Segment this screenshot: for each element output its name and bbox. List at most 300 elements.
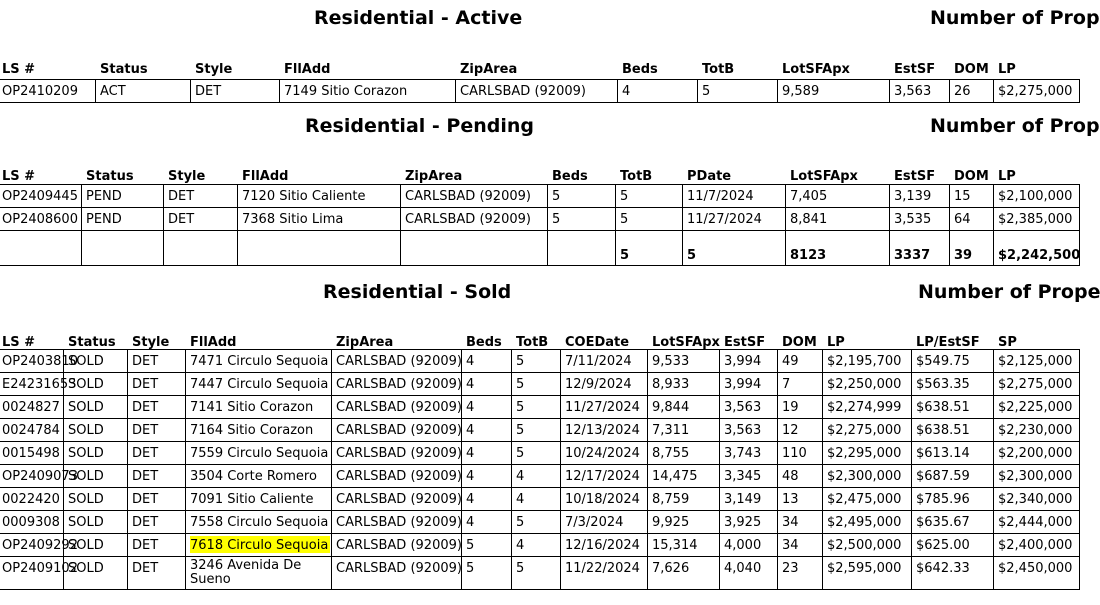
sold-cell-text: $549.75 (916, 354, 970, 369)
sold-cell (512, 419, 561, 441)
pending-cell-text: 11/7/2024 (687, 189, 754, 204)
sold-table-row (0, 419, 1080, 442)
pending-cell-text: OP2409445 (2, 189, 78, 204)
sold-cell-text: SOLD (68, 446, 104, 461)
sold-cell (0, 488, 64, 510)
sold-cell-text: 8,755 (652, 446, 690, 461)
sold-cell-text: 9,925 (652, 515, 690, 530)
sold-cell-text: $2,125,000 (998, 354, 1073, 369)
sold-cell-text: $2,475,000 (827, 492, 902, 507)
sold-cell (778, 557, 823, 589)
sold-cell (128, 373, 186, 395)
active-header-cell: EstSF (894, 62, 936, 77)
sold-cell-text: 4 (466, 469, 475, 484)
active-header-cell: Beds (622, 62, 658, 77)
sold-cell (186, 511, 332, 533)
sold-cell-text: 12 (782, 423, 799, 438)
sold-cell (512, 488, 561, 510)
sold-cell (720, 373, 778, 395)
sold-cell-text: $625.00 (916, 538, 970, 553)
sold-cell (462, 511, 512, 533)
sold-cell-text: 5 (516, 423, 525, 438)
sold-cell-text: SOLD (68, 469, 104, 484)
sold-cell (561, 419, 648, 441)
sold-cell (186, 557, 332, 589)
active-header-cell: LS # (2, 62, 36, 77)
pending-cell-text: $2,385,000 (998, 212, 1073, 227)
sold-cell (64, 350, 128, 372)
sold-cell-text: 5 (516, 377, 525, 392)
sold-cell (778, 465, 823, 487)
sold-cell-text: $2,400,000 (998, 538, 1073, 553)
sold-cell (823, 442, 912, 464)
active-cell (890, 80, 950, 102)
sold-cell-text: 8,933 (652, 377, 690, 392)
pending-cell-text: 5 (620, 212, 629, 227)
pending-average-value: 5 (687, 248, 697, 263)
pending-cell-text: 3,535 (894, 212, 932, 227)
sold-cell-text: 12/16/2024 (565, 538, 640, 553)
sold-cell-text: CARLSBAD (92009) (336, 492, 462, 507)
sold-cell (778, 511, 823, 533)
sold-cell (332, 373, 462, 395)
sold-cell-text: 13 (782, 492, 799, 507)
sold-cell (994, 442, 1080, 464)
sold-table-row (0, 465, 1080, 488)
sold-cell-text: 34 (782, 538, 799, 553)
sold-cell-text: 10/18/2024 (565, 492, 640, 507)
sold-cell-text: 0024827 (2, 400, 60, 415)
sold-cell (720, 419, 778, 441)
sold-cell (561, 511, 648, 533)
sold-cell-text: OP2409073 (2, 469, 78, 484)
active-cell (456, 80, 618, 102)
pending-cell-text: CARLSBAD (92009) (405, 212, 531, 227)
sold-cell (512, 557, 561, 589)
sold-cell-text: DET (132, 561, 159, 576)
sold-cell (186, 465, 332, 487)
sold-cell-text: 14,475 (652, 469, 698, 484)
sold-cell (823, 488, 912, 510)
pending-cell (994, 185, 1080, 207)
pending-cell-text: OP2408600 (2, 212, 78, 227)
sold-cell-text: SOLD (68, 492, 104, 507)
pending-cell (786, 208, 890, 230)
sold-cell-text: OP2409292 (2, 538, 78, 553)
sold-cell-text: 3,345 (724, 469, 762, 484)
sold-cell-text: $2,274,999 (827, 400, 902, 415)
sold-cell (823, 419, 912, 441)
pending-header-cell: LotSFApx (790, 169, 858, 184)
sold-cell-text: 0009308 (2, 515, 60, 530)
pending-table-row (0, 208, 1080, 231)
sold-cell-text: $2,250,000 (827, 377, 902, 392)
sold-cell-text: 3,563 (724, 423, 762, 438)
sold-cell (720, 557, 778, 589)
active-header-cell: TotB (702, 62, 735, 77)
sold-cell (64, 442, 128, 464)
active-header-cell: Style (195, 62, 233, 77)
sold-cell-text: DET (132, 469, 159, 484)
sold-cell-text: SOLD (68, 377, 104, 392)
sold-cell-text: 5 (466, 561, 475, 576)
active-cell-text: CARLSBAD (92009) (460, 84, 586, 99)
sold-cell (128, 419, 186, 441)
active-cell-text: DET (195, 84, 222, 99)
sold-cell-text: $2,450,000 (998, 561, 1073, 576)
pending-averages-cell (890, 231, 950, 265)
sold-cell-text: $2,225,000 (998, 400, 1073, 415)
sold-cell-text: 7559 Circulo Sequoia (190, 446, 329, 461)
active-cell-text: 26 (954, 84, 971, 99)
sold-cell (186, 442, 332, 464)
sold-cell-text: 9,533 (652, 354, 690, 369)
pending-cell (82, 185, 164, 207)
pending-cell-text: 5 (552, 189, 561, 204)
sold-cell-text: 34 (782, 515, 799, 530)
sold-cell-text: 5 (516, 446, 525, 461)
sold-cell (823, 557, 912, 589)
sold-cell (648, 534, 720, 556)
sold-cell (0, 419, 64, 441)
pending-cell (0, 185, 82, 207)
pending-cell-text: 64 (954, 212, 971, 227)
sold-cell (462, 465, 512, 487)
sold-cell (823, 373, 912, 395)
sold-cell (462, 442, 512, 464)
sold-cell-text: 0022420 (2, 492, 60, 507)
pending-table-row (0, 185, 1080, 208)
sold-cell-text: $642.33 (916, 561, 970, 576)
sold-cell (561, 373, 648, 395)
pending-averages-cell (616, 231, 683, 265)
sold-cell-text: $2,275,000 (827, 423, 902, 438)
pending-cell-text: PEND (86, 212, 122, 227)
sold-cell (462, 557, 512, 589)
pending-average-value: 8123 (790, 248, 827, 263)
sold-section-title: Residential - Sold (323, 281, 512, 303)
sold-cell-text: 11/22/2024 (565, 561, 640, 576)
sold-cell (64, 557, 128, 589)
active-cell-text: ACT (100, 84, 126, 99)
sold-cell-text: SOLD (68, 354, 104, 369)
pending-cell-text: 7368 Sitio Lima (242, 212, 344, 227)
pending-cell (401, 185, 548, 207)
sold-cell (778, 442, 823, 464)
pending-cell-text: 15 (954, 189, 971, 204)
sold-header-cell: LP/EstSF (916, 335, 980, 350)
sold-cell-text: 7558 Circulo Sequoia (190, 515, 329, 530)
pending-cell (683, 185, 786, 207)
active-cell-text: 3,563 (894, 84, 932, 99)
sold-cell (64, 396, 128, 418)
sold-cell (720, 465, 778, 487)
sold-cell (994, 396, 1080, 418)
sold-cell-text: $2,300,000 (827, 469, 902, 484)
pending-header-cell: LS # (2, 169, 36, 184)
sold-cell-text: $638.51 (916, 400, 970, 415)
sold-cell (561, 488, 648, 510)
active-header-cell: LotSFApx (782, 62, 850, 77)
sold-cell (128, 557, 186, 589)
sold-cell (128, 511, 186, 533)
sold-cell (0, 396, 64, 418)
pending-averages-cell (0, 231, 82, 265)
sold-cell-text: 3,994 (724, 377, 762, 392)
sold-cell (648, 511, 720, 533)
pending-averages-cell (950, 231, 994, 265)
active-header-row (0, 60, 1080, 80)
sold-cell-text: SOLD (68, 561, 104, 576)
sold-cell-text: $638.51 (916, 423, 970, 438)
sold-cell (561, 442, 648, 464)
sold-cell (512, 350, 561, 372)
sold-cell-text: 4 (466, 423, 475, 438)
sold-cell (561, 557, 648, 589)
sold-cell (648, 442, 720, 464)
sold-cell-text: 23 (782, 561, 799, 576)
sold-cell (512, 511, 561, 533)
pending-cell (890, 208, 950, 230)
sold-cell (186, 488, 332, 510)
pending-average-value: $2,242,500 (998, 248, 1081, 263)
sold-cell-text: 12/9/2024 (565, 377, 632, 392)
sold-cell-text: 7/3/2024 (565, 515, 624, 530)
pending-cell (616, 185, 683, 207)
sold-header-cell: LotSFApx (652, 335, 720, 350)
pending-cell (401, 208, 548, 230)
sold-cell-text: $2,495,000 (827, 515, 902, 530)
sold-cell-text: 11/27/2024 (565, 400, 640, 415)
sold-cell (994, 465, 1080, 487)
sold-cell-text: CARLSBAD (92009) (336, 354, 462, 369)
sold-cell-text: $2,195,700 (827, 354, 902, 369)
sold-cell-text: CARLSBAD (92009) (336, 469, 462, 484)
sold-cell (912, 511, 994, 533)
sold-cell-text: $2,275,000 (998, 377, 1073, 392)
pending-cell-text: 7120 Sitio Caliente (242, 189, 366, 204)
sold-cell-text: 12/17/2024 (565, 469, 640, 484)
sold-table-row (0, 442, 1080, 465)
pending-cell-text: 7,405 (790, 189, 828, 204)
sold-cell (778, 488, 823, 510)
sold-cell-text: $635.67 (916, 515, 970, 530)
active-cell (0, 80, 96, 102)
sold-cell-text: 4 (466, 515, 475, 530)
sold-cell-text: OP2403810 (2, 354, 78, 369)
sold-cell (778, 396, 823, 418)
sold-cell (648, 419, 720, 441)
sold-cell (823, 396, 912, 418)
sold-cell (778, 419, 823, 441)
active-section-title: Residential - Active (314, 7, 523, 29)
sold-cell-text: $2,500,000 (827, 538, 902, 553)
sold-cell (912, 373, 994, 395)
sold-cell (994, 419, 1080, 441)
sold-cell-text: 49 (782, 354, 799, 369)
sold-cell-text: DET (132, 538, 159, 553)
sold-cell-text: $2,340,000 (998, 492, 1073, 507)
sold-table-row (0, 488, 1080, 511)
pending-cell-text: 11/27/2024 (687, 212, 762, 227)
active-header-cell: ZipArea (460, 62, 518, 77)
sold-cell-text: $2,444,000 (998, 515, 1073, 530)
sold-cell (912, 350, 994, 372)
active-header-cell: LP (998, 62, 1016, 77)
pending-section-title: Residential - Pending (305, 115, 534, 137)
pending-header-cell: PDate (687, 169, 732, 184)
pending-cell (164, 185, 238, 207)
active-cell-text: 5 (702, 84, 711, 99)
sold-cell-text: $785.96 (916, 492, 970, 507)
sold-cell-text: 3,994 (724, 354, 762, 369)
pending-cell-text: $2,100,000 (998, 189, 1073, 204)
sold-cell (0, 465, 78, 487)
sold-cell-text: 7141 Sitio Corazon (190, 400, 314, 415)
pending-header-cell: TotB (620, 169, 653, 184)
pending-cell (683, 208, 786, 230)
sold-cell-text: 7471 Circulo Sequoia (190, 354, 329, 369)
sold-cell (186, 373, 332, 395)
sold-cell-text: $613.14 (916, 446, 970, 461)
sold-cell-text: 5 (516, 354, 525, 369)
sold-cell-text: 3246 Avenida De Sueno (190, 558, 302, 587)
pending-averages-cell (683, 231, 786, 265)
sold-cell-text: 4 (466, 354, 475, 369)
sold-cell-text: 7,626 (652, 561, 690, 576)
sold-cell (128, 442, 186, 464)
sold-header-cell: TotB (516, 335, 549, 350)
active-cell (280, 80, 456, 102)
sold-cell (0, 350, 78, 372)
pending-header-cell: FllAdd (242, 169, 289, 184)
sold-cell-text: DET (132, 492, 159, 507)
sold-cell (994, 350, 1080, 372)
pending-cell (548, 208, 616, 230)
sold-cell (561, 350, 648, 372)
sold-cell-text: 5 (516, 400, 525, 415)
sold-cell-text: $2,295,000 (827, 446, 902, 461)
pending-averages-cell (238, 231, 401, 265)
sold-header-cell: Beds (466, 335, 502, 350)
active-count-label: Number of Prop (930, 7, 1100, 29)
sold-cell (720, 534, 778, 556)
sold-cell (128, 350, 186, 372)
sold-cell (128, 465, 186, 487)
sold-cell (186, 534, 332, 556)
pending-averages-row (0, 231, 1080, 266)
sold-cell-text: $2,300,000 (998, 469, 1073, 484)
pending-cell (994, 208, 1080, 230)
sold-cell-text: 5 (466, 538, 475, 553)
sold-cell-text: 5 (516, 515, 525, 530)
sold-cell (912, 442, 994, 464)
sold-cell (332, 350, 462, 372)
sold-cell (912, 465, 994, 487)
sold-cell (128, 534, 186, 556)
sold-cell (332, 488, 462, 510)
sold-cell (912, 396, 994, 418)
pending-header-cell: Beds (552, 169, 588, 184)
sold-cell (64, 419, 128, 441)
sold-cell (823, 350, 912, 372)
sold-cell (823, 465, 912, 487)
sold-cell (512, 442, 561, 464)
pending-cell-text: 5 (552, 212, 561, 227)
sold-cell-text: CARLSBAD (92009) (336, 446, 462, 461)
sold-cell-text: SOLD (68, 515, 104, 530)
sold-header-cell: Status (68, 335, 116, 350)
sold-cell-text: CARLSBAD (92009) (336, 400, 462, 415)
sold-cell-text: 110 (782, 446, 807, 461)
active-cell-text: 7149 Sitio Corazon (284, 84, 408, 99)
pending-header-row (0, 167, 1080, 185)
pending-average-value: 3337 (894, 248, 931, 263)
sold-cell-text: 48 (782, 469, 799, 484)
sold-cell-text: CARLSBAD (92009) (336, 515, 462, 530)
pending-cell-text: PEND (86, 189, 122, 204)
sold-table-row (0, 396, 1080, 419)
active-table-row (0, 80, 1080, 103)
sold-cell (462, 373, 512, 395)
sold-cell (462, 396, 512, 418)
sold-cell (648, 488, 720, 510)
sold-cell (512, 534, 561, 556)
sold-cell-text: 3,149 (724, 492, 762, 507)
pending-cell (238, 208, 401, 230)
sold-cell (648, 557, 720, 589)
pending-cell-text: 3,139 (894, 189, 932, 204)
sold-cell (332, 465, 462, 487)
active-header-cell: DOM (954, 62, 989, 77)
sold-header-cell: DOM (782, 335, 817, 350)
sold-cell (561, 465, 648, 487)
sold-cell-text: 4 (466, 446, 475, 461)
pending-cell (82, 208, 164, 230)
sold-cell-text: DET (132, 446, 159, 461)
sold-cell-text: 7091 Sitio Caliente (190, 492, 314, 507)
sold-cell-text: 12/13/2024 (565, 423, 640, 438)
active-cell (778, 80, 890, 102)
sold-cell-text: 8,759 (652, 492, 690, 507)
pending-header-cell: LP (998, 169, 1016, 184)
pending-cell (950, 185, 994, 207)
pending-cell (238, 185, 401, 207)
sold-cell (648, 350, 720, 372)
sold-cell (994, 373, 1080, 395)
sold-cell-text: SOLD (68, 423, 104, 438)
pending-averages-cell (82, 231, 164, 265)
sold-cell (648, 396, 720, 418)
sold-cell (64, 534, 128, 556)
sold-cell (912, 557, 994, 589)
sold-cell (332, 557, 462, 589)
sold-cell-text: 4 (516, 492, 525, 507)
sold-table-row (0, 350, 1080, 373)
sold-cell (720, 511, 778, 533)
sold-cell (648, 373, 720, 395)
sold-cell (778, 373, 823, 395)
sold-cell (64, 511, 128, 533)
sold-cell (64, 488, 128, 510)
pending-cell-text: DET (168, 189, 195, 204)
sold-cell (0, 511, 64, 533)
sold-header-cell: LS # (2, 335, 36, 350)
sold-cell-text: 3,743 (724, 446, 762, 461)
sold-header-cell: Style (132, 335, 170, 350)
pending-average-value: 5 (620, 248, 630, 263)
pending-cell-text: 8,841 (790, 212, 828, 227)
